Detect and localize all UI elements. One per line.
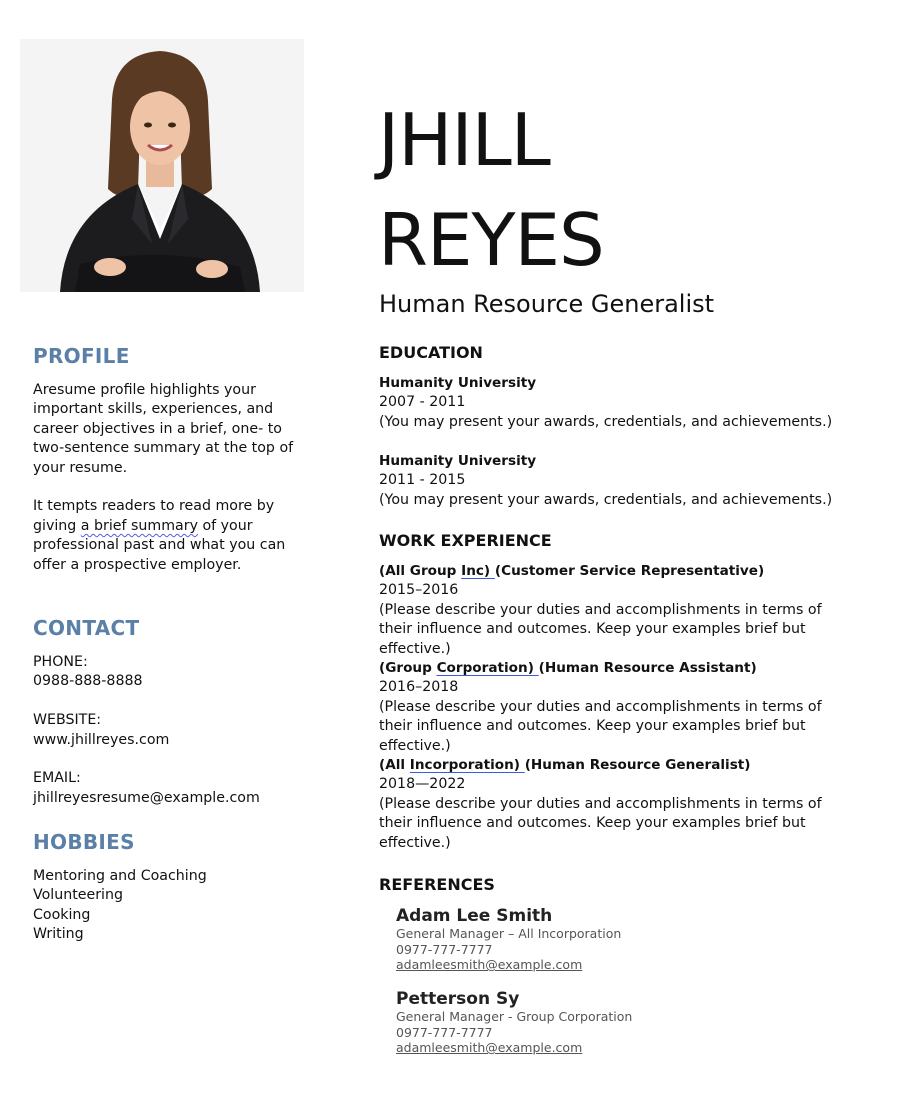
- reference-role: General Manager - Group Corporation: [396, 1009, 633, 1024]
- phone-label: PHONE:: [33, 654, 88, 670]
- school-name: Humanity University: [379, 375, 537, 391]
- work-title-part: (Human Resource Generalist): [524, 757, 751, 773]
- work-entry-3: [379, 756, 859, 853]
- school-years: 2007 - 2011: [379, 394, 466, 411]
- work-title-part: (Customer Service Representative): [494, 563, 765, 579]
- school-note: (You may present your awards, credentials, and achievements.): [379, 491, 833, 508]
- profile-photo: [20, 39, 304, 292]
- reference-email-link[interactable]: adamleesmith@example.com: [396, 1040, 583, 1056]
- hobby-item: Mentoring and Coaching: [33, 868, 207, 884]
- profile-heading: PROFILE: [33, 344, 130, 368]
- profile-text-part: of your professional past and what you can offer a prospective employer.: [33, 517, 286, 573]
- email-value: jhillreyesresume@example.com: [33, 789, 260, 806]
- reference-name: Adam Lee Smith: [396, 906, 553, 926]
- email-label: EMAIL:: [33, 770, 81, 787]
- first-name: JHILL: [378, 98, 550, 182]
- work-title-part: (Group: [379, 660, 437, 676]
- work-heading: WORK EXPERIENCE: [379, 531, 552, 550]
- company-link[interactable]: Corporation): [436, 660, 539, 676]
- school-years: 2011 - 2015: [379, 472, 466, 489]
- work-description: (Please describe your duties and accomplishments in terms of their influence and outcomes. Keep your examples brief but effective.): [379, 698, 822, 754]
- work-title-part: (Human Resource Assistant): [538, 660, 757, 676]
- website-value: www.jhillreyes.com: [33, 731, 170, 748]
- references-heading: REFERENCES: [379, 875, 495, 894]
- hobby-item: Cooking: [33, 906, 91, 923]
- work-description: (Please describe your duties and accomplishments in terms of their influence and outcomes. Keep your examples brief but effective.): [379, 795, 822, 851]
- work-title-part: (All Group: [379, 563, 462, 579]
- profile-text: [33, 381, 295, 575]
- work-years: 2016–2018: [379, 679, 459, 696]
- hobby-item: Writing: [33, 926, 84, 943]
- reference-1: [396, 906, 796, 973]
- hobbies-heading: HOBBIES: [33, 830, 135, 854]
- education-heading: EDUCATION: [379, 343, 483, 362]
- hobby-item: Volunteering: [33, 887, 124, 904]
- work-years: 2018—2022: [379, 776, 466, 793]
- education-entry-2: [379, 452, 879, 510]
- school-note: (You may present your awards, credentials, and achievements.): [379, 413, 833, 430]
- profile-text-part: It tempts readers to read more by giving: [33, 498, 275, 534]
- last-name: REYES: [378, 198, 604, 282]
- hobbies-list: [33, 867, 295, 945]
- reference-name: Petterson Sy: [396, 989, 520, 1009]
- work-entry-1: [379, 562, 859, 659]
- work-title: [379, 756, 859, 775]
- job-title: Human Resource Generalist: [379, 290, 715, 318]
- contact-block: [33, 653, 295, 808]
- school-name: Humanity University: [379, 453, 537, 469]
- reference-phone: 0977-777-7777: [396, 1024, 493, 1040]
- work-title: [379, 562, 859, 581]
- website-label: WEBSITE:: [33, 712, 102, 729]
- work-description: (Please describe your duties and accomplishments in terms of their influence and outcomes. Keep your examples brief but effective.): [379, 601, 822, 657]
- company-link[interactable]: Inc): [461, 563, 495, 579]
- work-years: 2015–2016: [379, 582, 459, 599]
- education-entry-1: [379, 374, 879, 432]
- contact-heading: CONTACT: [33, 616, 140, 640]
- reference-phone: 0977-777-7777: [396, 941, 493, 957]
- work-title: [379, 659, 859, 678]
- phone-value: 0988-888-8888: [33, 673, 143, 690]
- reference-2: [396, 989, 796, 1056]
- spellcheck-squiggle[interactable]: a brief summary: [80, 517, 198, 534]
- reference-role: General Manager – All Incorporation: [396, 926, 622, 941]
- company-link[interactable]: Incorporation): [409, 757, 525, 773]
- reference-email-link[interactable]: adamleesmith@example.com: [396, 957, 583, 973]
- work-entry-2: [379, 659, 859, 756]
- work-title-part: (All: [379, 757, 410, 773]
- profile-paragraph-2: [33, 497, 295, 575]
- profile-paragraph-1: Aresume profile highlights your important skills, experiences, and career objectives in a brief, one- to two-sentence summary at the top of your resume.: [33, 382, 294, 476]
- portrait-illustration: [20, 39, 304, 292]
